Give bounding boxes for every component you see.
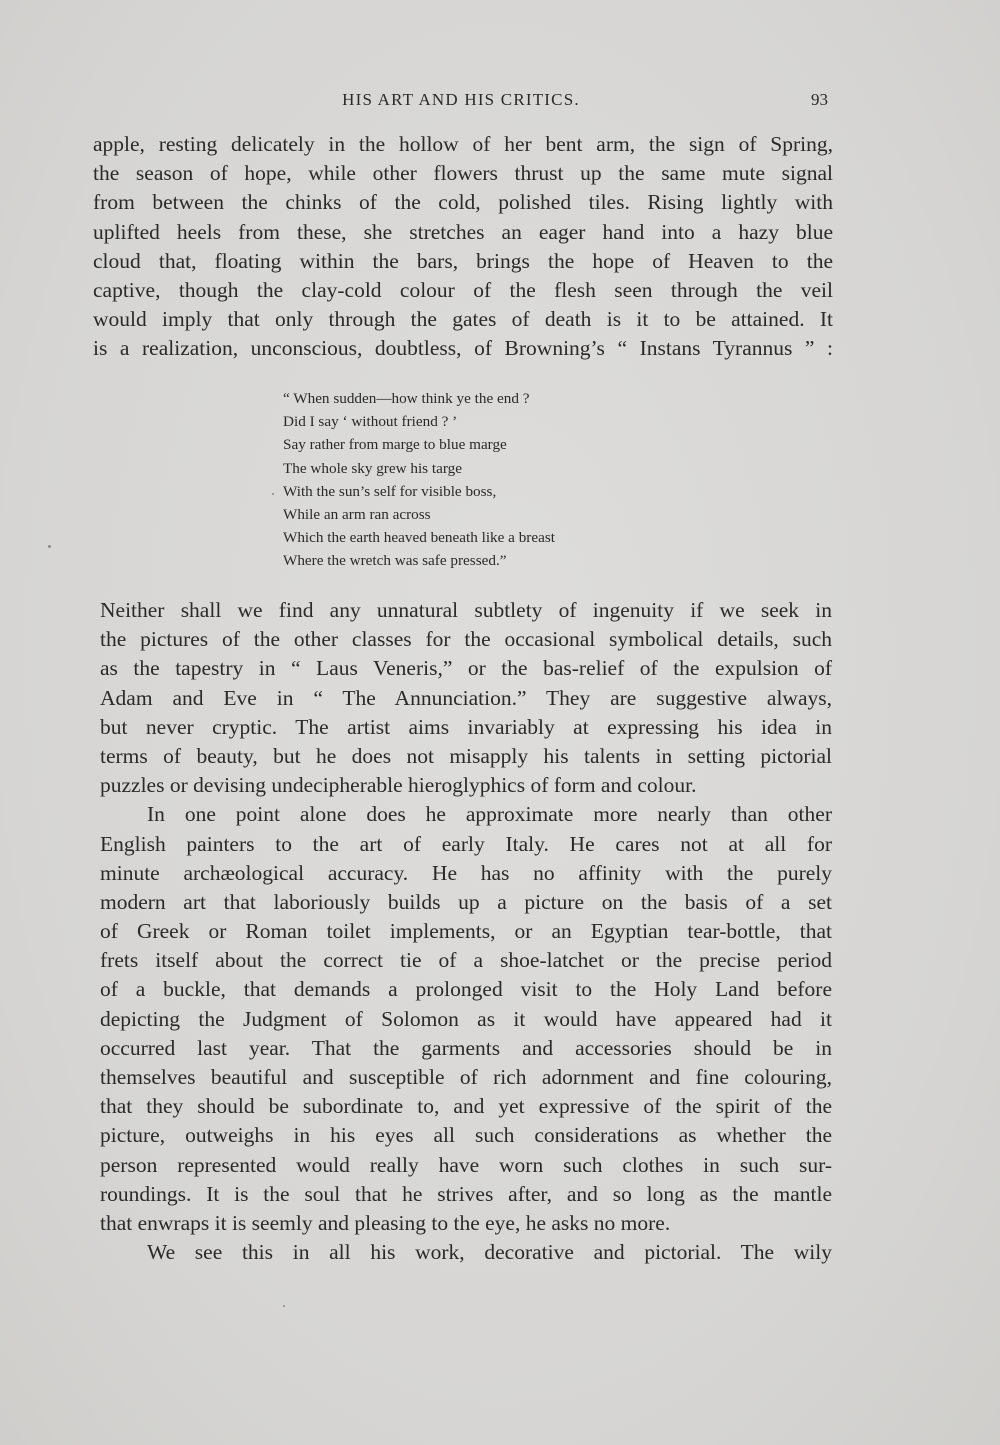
verse-line: Which the earth heaved beneath like a breast	[283, 529, 555, 547]
text-line: We see this in all his work, decorative and pictorial. The wily	[147, 1240, 832, 1265]
text-line: that they should be subordinate to, and yet expressive of the spirit of the	[100, 1094, 832, 1119]
paper-speck	[48, 545, 51, 548]
text-line: captive, though the clay-cold colour of the flesh seen through the veil	[93, 277, 833, 302]
verse-line: Did I say ‘ without friend ? ’	[283, 413, 458, 431]
text-line: the pictures of the other classes for the occasional symbolical details, such	[100, 627, 832, 652]
text-line: Neither shall we find any unnatural subtlety of ingenuity if we seek in	[100, 598, 832, 622]
text-line: English painters to the art of early Italy. He cares not at all for	[100, 831, 832, 856]
verse-line: While an arm ran across	[283, 505, 431, 523]
verse-line: Say rather from marge to blue marge	[283, 436, 507, 454]
verse-line: “ When sudden—how think ye the end ?	[283, 390, 530, 407]
text-line: of a buckle, that demands a prolonged visit to the Holy Land before	[100, 977, 832, 1002]
text-line: as the tapestry in “ Laus Veneris,” or the bas-relief of the expulsion of	[100, 656, 832, 681]
verse-line: The whole sky grew his targe	[283, 459, 462, 477]
text-line: from between the chinks of the cold, polished tiles. Rising lightly with	[93, 190, 833, 215]
text-line: is a realization, unconscious, doubtless, of Browning’s “ Instans Tyrannus ” :	[93, 336, 833, 361]
text-line: uplifted heels from these, she stretches an eager hand into a hazy blue	[93, 219, 833, 244]
text-line: that enwraps it is seemly and pleasing to the eye, he asks no more.	[100, 1210, 671, 1235]
text-line: but never cryptic. The artist aims invariably at expressing his idea in	[100, 714, 832, 739]
text-line: minute archæological accuracy. He has no affinity with the purely	[100, 860, 832, 885]
text-line: roundings. It is the soul that he strives after, and so long as the mantle	[100, 1181, 832, 1206]
text-line: depicting the Judgment of Solomon as it would have appeared had it	[100, 1006, 832, 1031]
running-head	[94, 88, 828, 114]
running-title: HIS ART AND HIS CRITICS.	[342, 90, 580, 109]
text-line: would imply that only through the gates of death is it to be attained. It	[93, 307, 833, 332]
paragraph-4	[100, 1238, 832, 1267]
text-line: puzzles or devising undecipherable hieroglyphics of form and colour.	[100, 773, 697, 798]
text-line: frets itself about the correct tie of a shoe-latchet or the precise period	[100, 948, 832, 973]
text-line: picture, outweighs in his eyes all such considerations as whether the	[100, 1123, 832, 1148]
verse-line: Where the wretch was safe pressed.”	[283, 552, 507, 570]
paper-speck	[272, 493, 274, 495]
text-line: cloud that, floating within the bars, brings the hope of Heaven to the	[93, 248, 833, 273]
verse-quotation	[283, 387, 683, 573]
paragraph-1	[93, 130, 833, 364]
text-line: modern art that laboriously builds up a picture on the basis of a set	[100, 889, 832, 914]
paragraph-3	[100, 800, 832, 1238]
text-line: apple, resting delicately in the hollow of her bent arm, the sign of Spring,	[93, 132, 833, 156]
text-line: person represented would really have worn such clothes in such sur-	[100, 1152, 832, 1177]
text-line: the season of hope, while other flowers thrust up the same mute signal	[93, 161, 833, 186]
paper-speck	[283, 1305, 285, 1307]
text-line: themselves beautiful and susceptible of rich adornment and fine colouring,	[100, 1065, 832, 1089]
text-line: occurred last year. That the garments and accessories should be in	[100, 1035, 832, 1060]
text-line: In one point alone does he approximate more nearly than other	[147, 802, 832, 827]
paragraph-2	[100, 596, 832, 800]
text-line: of Greek or Roman toilet implements, or an Egyptian tear-bottle, that	[100, 919, 832, 944]
text-line: terms of beauty, but he does not misapply his talents in setting pictorial	[100, 743, 832, 768]
main-text-continued	[100, 596, 832, 1267]
page-number: 93	[811, 90, 828, 109]
verse-line: With the sun’s self for visible boss,	[283, 482, 497, 500]
text-line: Adam and Eve in “ The Annunciation.” They are suggestive always,	[100, 685, 832, 710]
